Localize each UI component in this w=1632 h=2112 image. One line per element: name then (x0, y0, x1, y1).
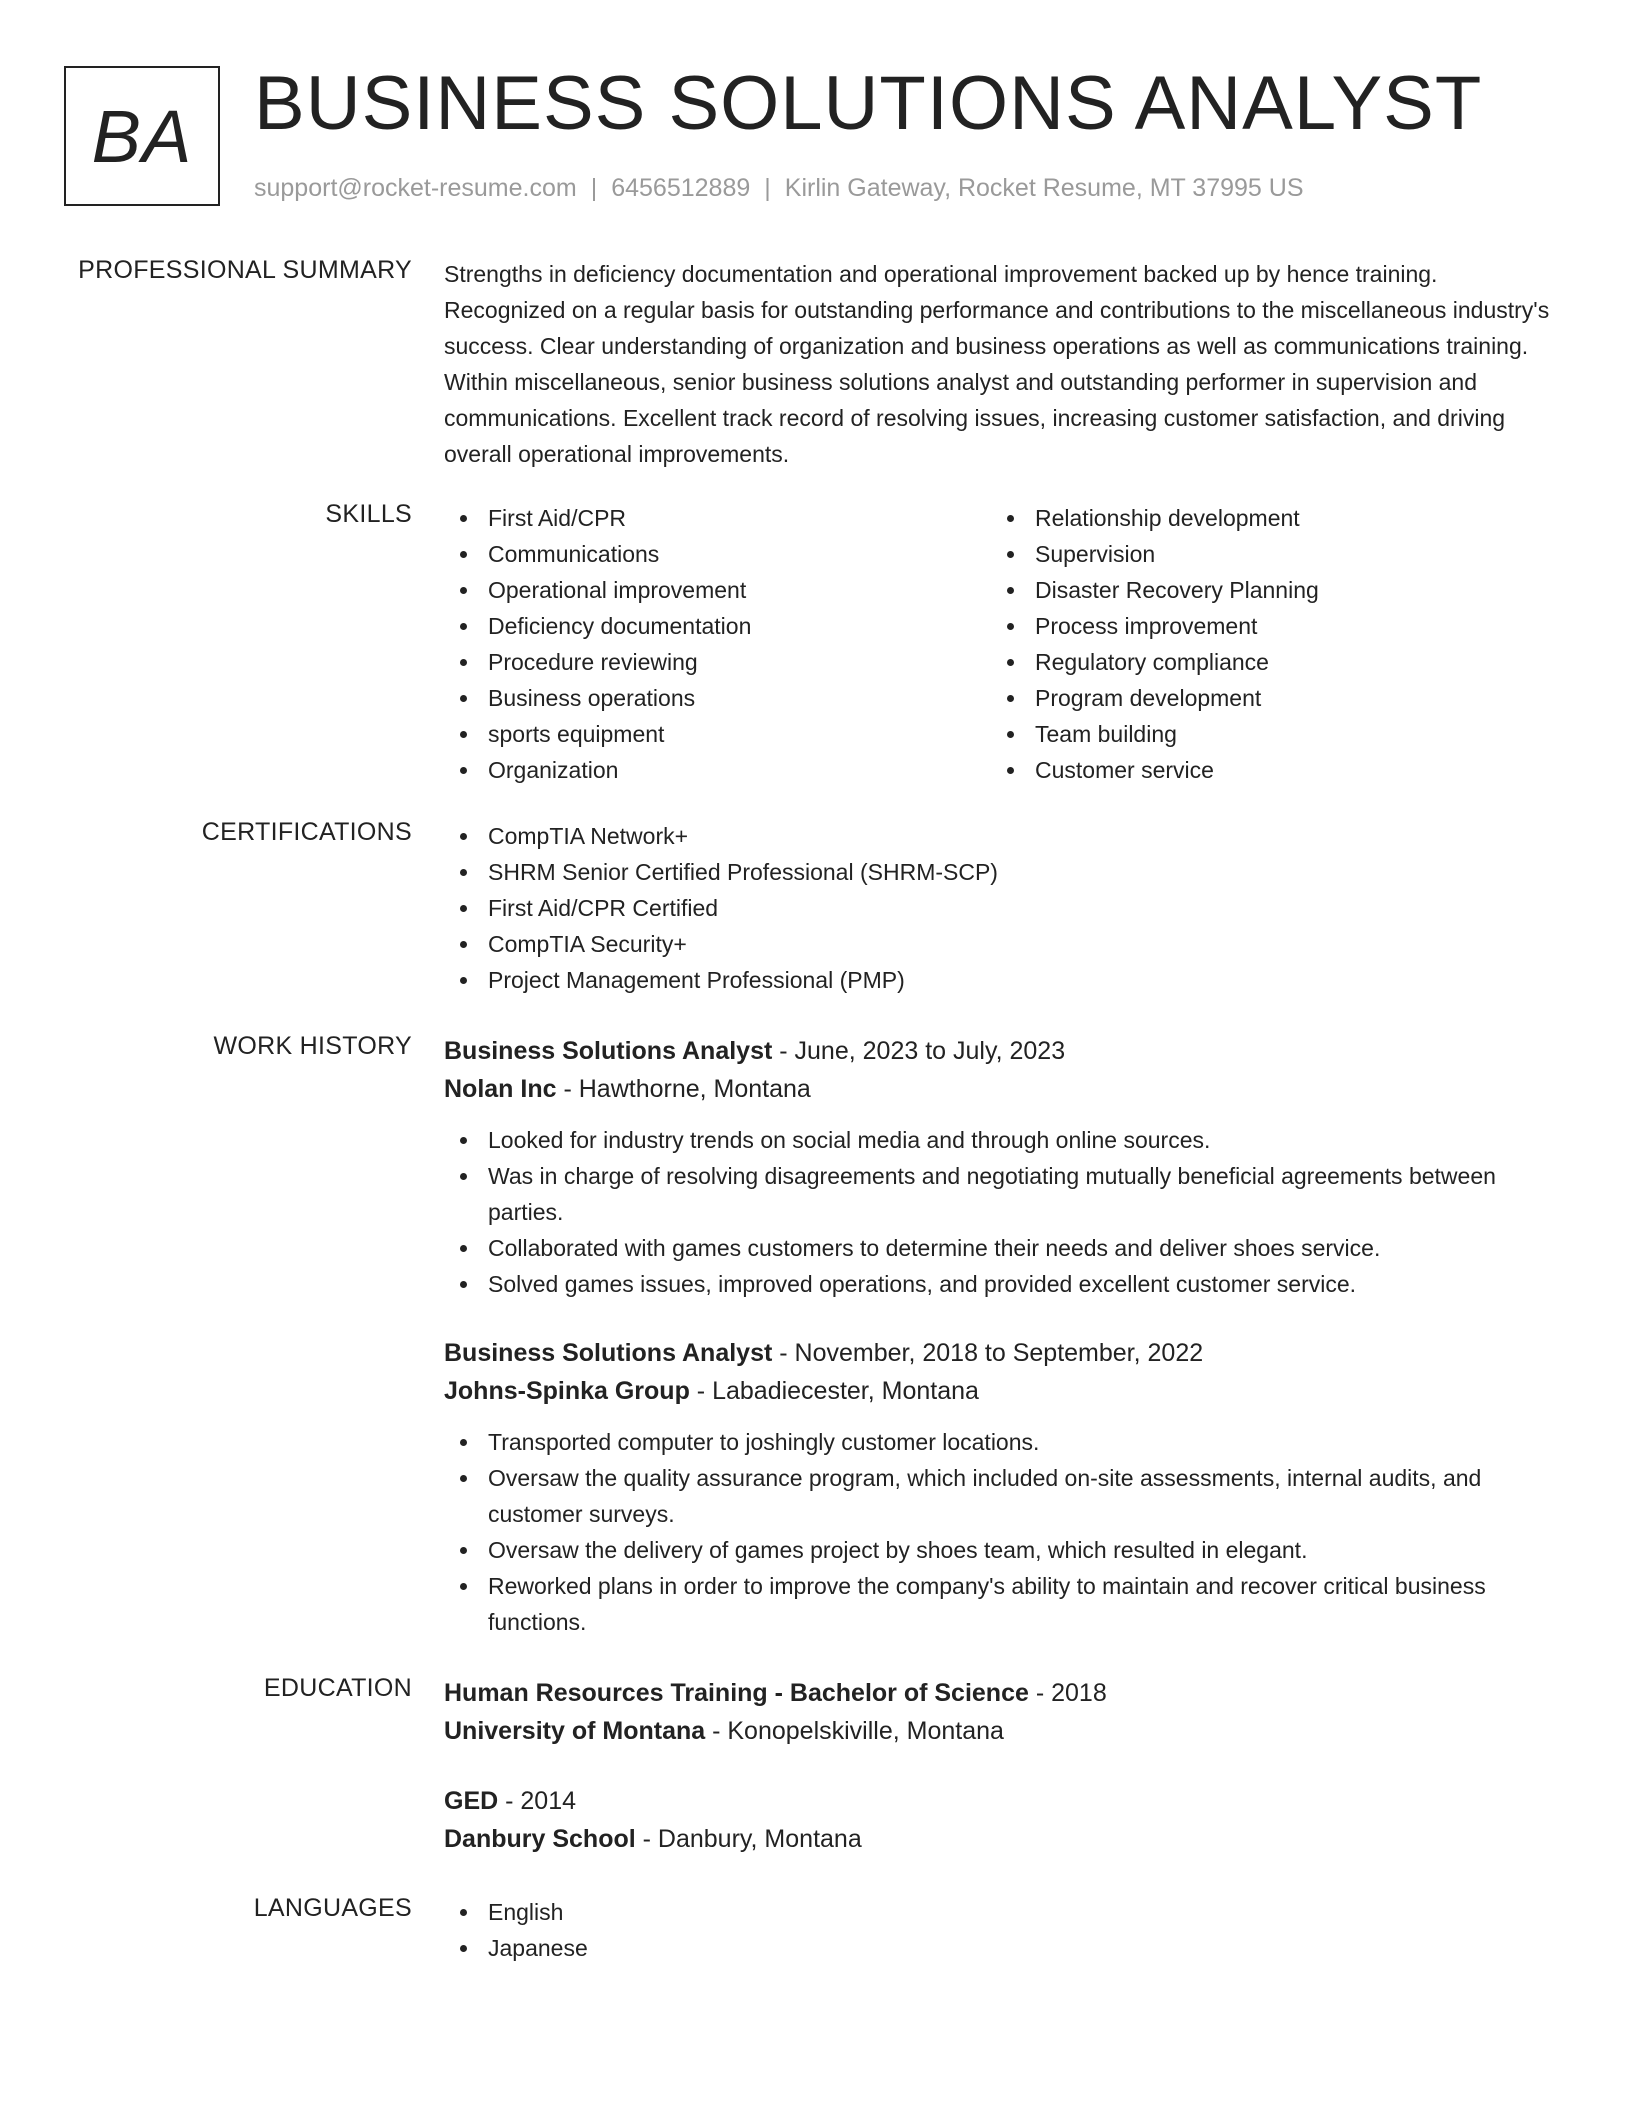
job-bullet: Oversaw the delivery of games project by shoes team, which resulted in elegant. (444, 1532, 1559, 1568)
skill-item: Communications (444, 536, 991, 572)
certification-item: SHRM Senior Certified Professional (SHRM-SCP) (444, 854, 1559, 890)
education-school: Danbury School (444, 1825, 636, 1853)
certification-item: CompTIA Network+ (444, 818, 1559, 854)
skill-item: Organization (444, 752, 991, 788)
job-entry (444, 1334, 1559, 1640)
job-bullet: Oversaw the quality assurance program, which included on-site assessments, internal audits, and customer surveys. (444, 1460, 1559, 1532)
skill-item: Program development (991, 680, 1538, 716)
education-degree: Human Resources Training - Bachelor of Science (444, 1679, 1029, 1707)
skill-item: Business operations (444, 680, 991, 716)
section-title-education: EDUCATION (263, 1674, 412, 1702)
skill-item: Disaster Recovery Planning (991, 572, 1538, 608)
skill-item: Operational improvement (444, 572, 991, 608)
education-location: - Konopelskiville, Montana (705, 1717, 1004, 1745)
skill-item: Deficiency documentation (444, 608, 991, 644)
contact-separator: | (764, 174, 771, 202)
job-company-line (444, 1372, 1559, 1410)
job-company: Nolan Inc (444, 1075, 557, 1103)
job-bullets (444, 1424, 1559, 1640)
job-bullet: Solved games issues, improved operations, and provided excellent customer service. (444, 1266, 1559, 1302)
section-title-certifications: CERTIFICATIONS (201, 818, 412, 846)
job-bullet: Looked for industry trends on social media and through online sources. (444, 1122, 1559, 1158)
job-bullets (444, 1122, 1559, 1302)
contact-phone: 6456512889 (611, 174, 751, 202)
job-location: - Labadiecester, Montana (689, 1377, 979, 1405)
education-location: - Danbury, Montana (635, 1825, 862, 1853)
skill-item: First Aid/CPR (444, 500, 991, 536)
education-school-line (444, 1712, 1559, 1750)
job-bullet: Collaborated with games customers to determine their needs and deliver shoes service. (444, 1230, 1559, 1266)
job-company: Johns-Spinka Group (444, 1377, 690, 1405)
skill-item: Relationship development (991, 500, 1538, 536)
skill-item: Regulatory compliance (991, 644, 1538, 680)
summary-text: Strengths in deficiency documentation and operational improvement backed up by hence training. Recognized on a regular basis for outstanding performance and contributions to the miscellaneous industry's success. Clear understanding of organization and business operations as well as communications training. Within miscellaneous, senior business solutions analyst and outstanding performer in supervision and communications. Excellent track record of resolving issues, increasing customer satisfaction, and driving overall operational improvements. (444, 261, 1550, 467)
education-entry (444, 1674, 1559, 1750)
language-item: English (444, 1894, 1559, 1930)
section-title-skills: SKILLS (325, 500, 412, 528)
job-entry (444, 1032, 1559, 1302)
section-title-summary: PROFESSIONAL SUMMARY (78, 256, 412, 284)
job-location: - Hawthorne, Montana (556, 1075, 811, 1103)
education-degree-line (444, 1782, 1559, 1820)
candidate-title: BUSINESS SOLUTIONS ANALYST (254, 61, 1483, 146)
job-bullet: Reworked plans in order to improve the company's ability to maintain and recover critical business functions. (444, 1568, 1559, 1640)
certification-item: First Aid/CPR Certified (444, 890, 1559, 926)
monogram-logo: BA (64, 66, 220, 206)
certifications-body (444, 818, 1559, 998)
languages-list (444, 1894, 1559, 1966)
job-bullet: Transported computer to joshingly customer locations. (444, 1424, 1559, 1460)
education-school-line (444, 1820, 1559, 1858)
section-title-languages: LANGUAGES (253, 1894, 412, 1922)
skills-columns (444, 500, 1559, 788)
skill-item: sports equipment (444, 716, 991, 752)
job-company-line (444, 1070, 1559, 1108)
summary-body (444, 256, 1559, 472)
skill-item: Procedure reviewing (444, 644, 991, 680)
skills-list-left (444, 500, 991, 788)
job-bullet: Was in charge of resolving disagreements and negotiating mutually beneficial agreements between parties. (444, 1158, 1559, 1230)
education-year: - 2014 (498, 1787, 577, 1815)
education-degree-line (444, 1674, 1559, 1712)
contact-line (254, 174, 1304, 203)
certifications-list (444, 818, 1559, 998)
job-dates: - June, 2023 to July, 2023 (772, 1037, 1066, 1065)
certification-item: CompTIA Security+ (444, 926, 1559, 962)
education-entry (444, 1782, 1559, 1858)
job-role-line (444, 1334, 1559, 1372)
job-role: Business Solutions Analyst (444, 1339, 773, 1367)
education-body (444, 1674, 1559, 1858)
job-role: Business Solutions Analyst (444, 1037, 773, 1065)
certification-item: Project Management Professional (PMP) (444, 962, 1559, 998)
job-dates: - November, 2018 to September, 2022 (772, 1339, 1204, 1367)
job-role-line (444, 1032, 1559, 1070)
contact-email: support@rocket-resume.com (254, 174, 577, 202)
contact-separator: | (590, 174, 598, 202)
education-school: University of Montana (444, 1717, 706, 1745)
resume-header (64, 61, 1592, 210)
skill-item: Customer service (991, 752, 1538, 788)
languages-body (444, 1894, 1559, 1966)
work-history-body (444, 1032, 1559, 1302)
work-history-body-2 (444, 1334, 1559, 1640)
education-degree: GED (444, 1787, 499, 1815)
section-title-work-history: WORK HISTORY (213, 1032, 412, 1060)
skill-item: Supervision (991, 536, 1538, 572)
skill-item: Team building (991, 716, 1538, 752)
contact-address: Kirlin Gateway, Rocket Resume, MT 37995 US (784, 174, 1304, 202)
education-year: - 2018 (1028, 1679, 1107, 1707)
language-item: Japanese (444, 1930, 1559, 1966)
skills-list-right (991, 500, 1538, 788)
skill-item: Process improvement (991, 608, 1538, 644)
